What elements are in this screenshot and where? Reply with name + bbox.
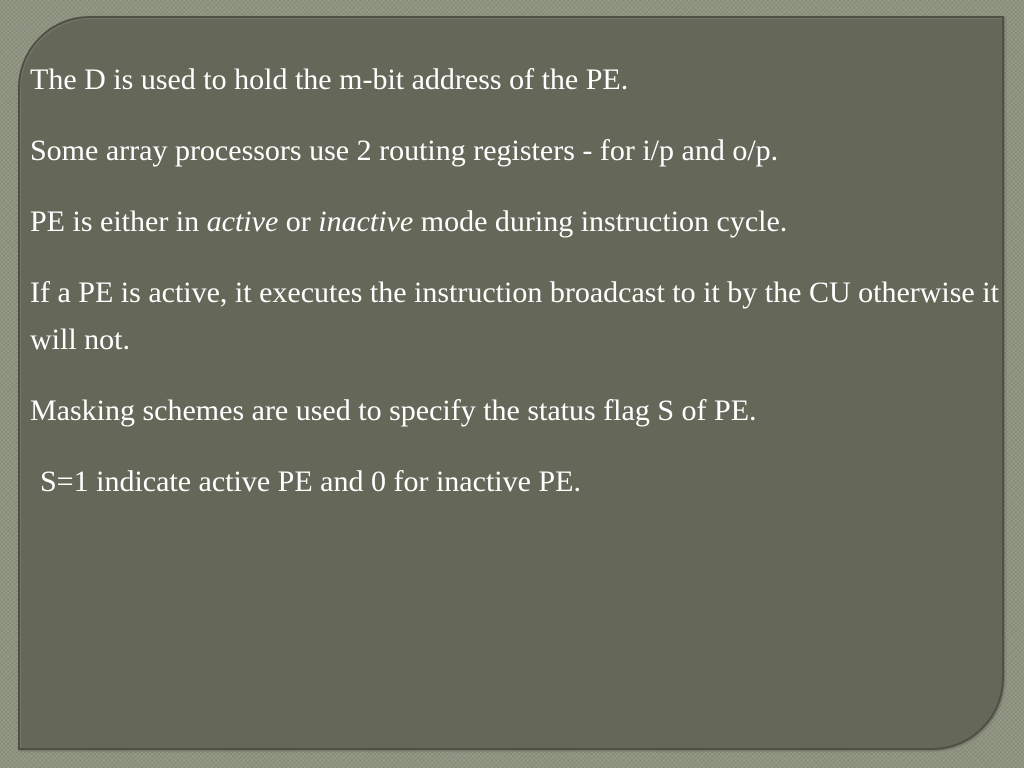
bullet-active-pe: If a PE is active, it executes the instruction broadcast to it by the CU otherwise it will not. (30, 276, 999, 356)
bullet-pe-mode (30, 198, 1000, 245)
slide-content (30, 56, 1000, 529)
pe-mode-text-after: mode during instruction cycle. (413, 205, 788, 238)
bullet-routing-registers: Some array processors use 2 routing registers - for i/p and o/p. (30, 134, 779, 167)
pe-mode-inactive-term: inactive (318, 205, 414, 238)
slide-panel (18, 16, 1004, 750)
pe-mode-active-term: active (206, 205, 279, 238)
pe-mode-text-middle: or (278, 205, 319, 238)
bullet-status-flag: S=1 indicate active PE and 0 for inactive PE. (40, 465, 581, 498)
bullet-d-register: The D is used to hold the m-bit address of the PE. (30, 63, 629, 96)
bullet-masking-schemes: Masking schemes are used to specify the status flag S of PE. (30, 394, 757, 427)
pe-mode-text-before: PE is either in (30, 205, 207, 238)
